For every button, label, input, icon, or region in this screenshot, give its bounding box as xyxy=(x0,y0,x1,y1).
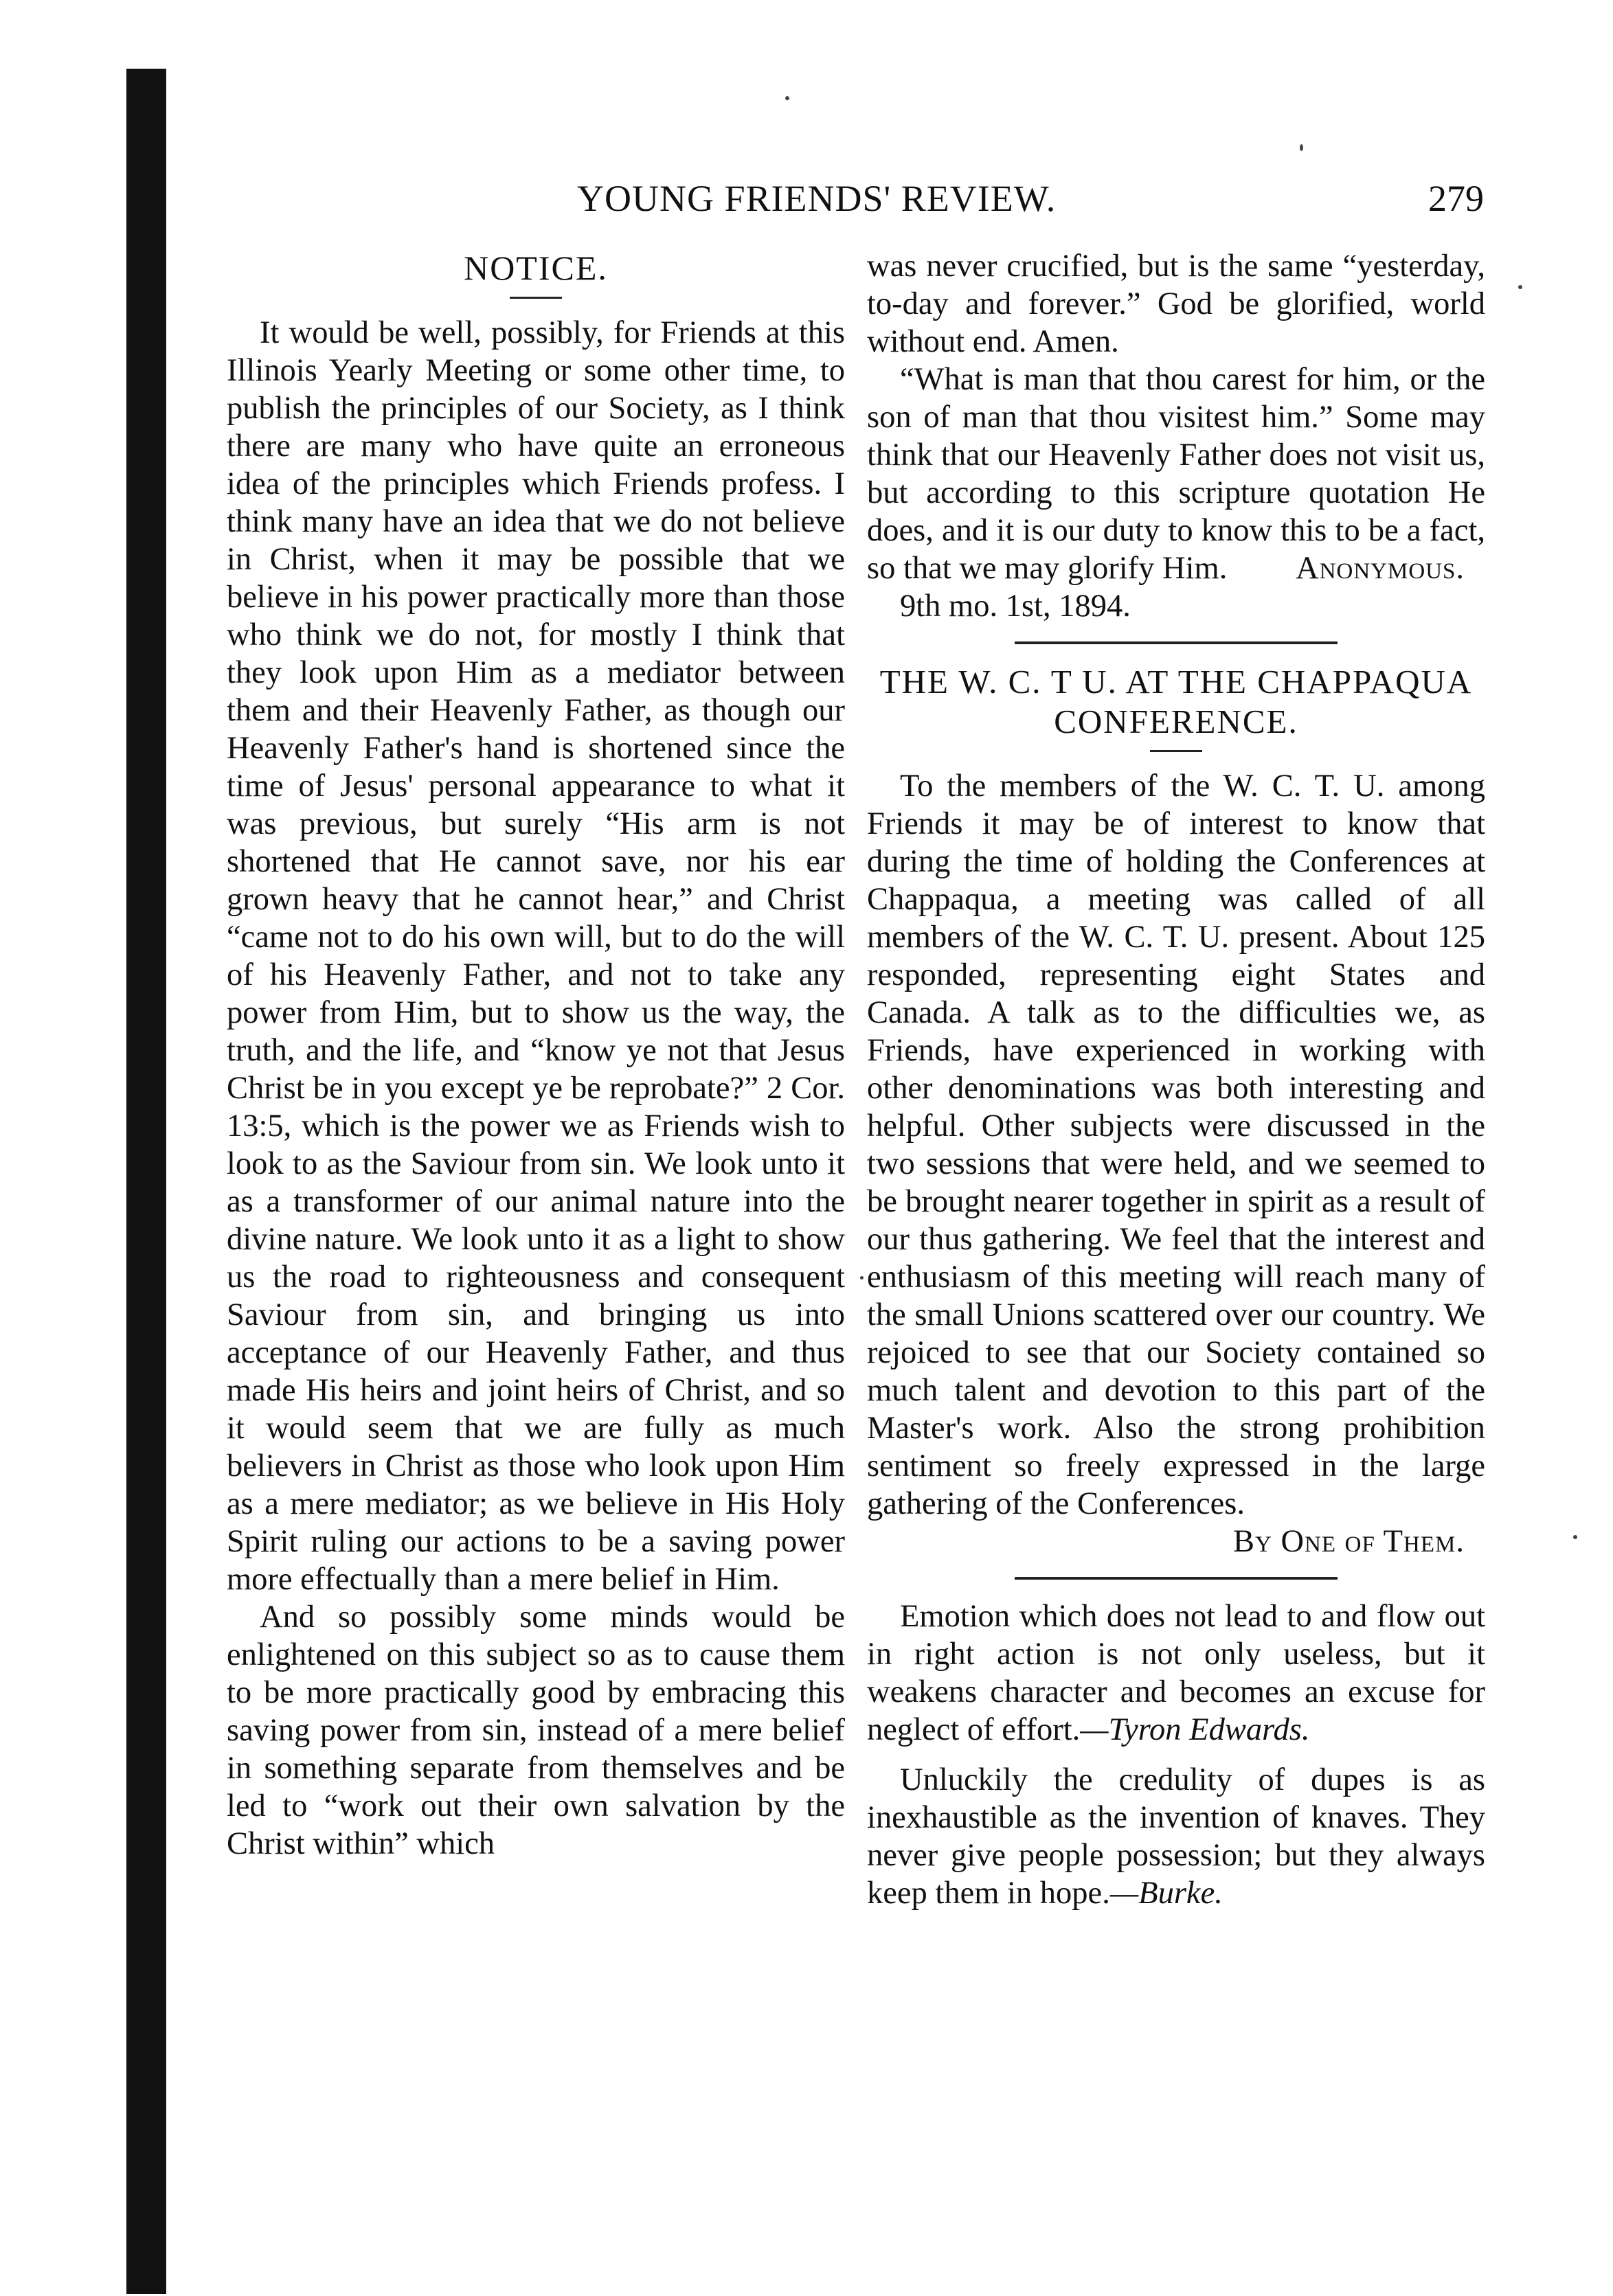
signature-anonymous: Anonymous. xyxy=(1296,551,1465,586)
quote-edwards-author: —Tyron Edwards. xyxy=(1080,1712,1310,1747)
quote-burke-text: Unluckily the credulity of dupes is as inexhaustible as the invention of knaves. They never give people possession; but they always keep them in hope. xyxy=(867,1762,1485,1911)
left-column xyxy=(227,247,845,1863)
binding-edge xyxy=(126,69,166,2294)
wctu-paragraph: To the members of the W. C. T. U. among Friends it may be of interest to know that during the time of holding the Conferences at Chappaqua, a meeting was called of all members of the W. C. T. U. present. About 125 responded, representing eight States and Canada. A talk as to the difficulties we, as Friends, have experienced in working with other denominations was both interesting and helpful. Other subjects were discussed in the two sessions that were held, and we seemed to be brought nearer together in spirit as a result of our thus gathering. We feel that the interest and enthusiasm of this meeting will reach many of the small Unions scattered over our country. We rejoiced to see that our Society contained so much talent and devotion to this part of the Master's work. Also the strong prohibition sentiment so freely expressed in the large gathering of the Conferences. xyxy=(867,769,1485,1521)
paper-speck xyxy=(1300,144,1303,151)
quote-edwards xyxy=(867,1598,1485,1749)
page-number: 279 xyxy=(1428,178,1484,219)
quote-paragraph-text: “What is man that thou carest for him, or the son of man that thou visitest him.” Some may think that our Heavenly Father does not visit us, but according to this scripture quotation He does, and it is our duty to know this to be a fact, so that we may glorify Him. xyxy=(867,362,1485,586)
paper-speck xyxy=(1573,1535,1577,1539)
wctu-heading: THE W. C. T U. AT THE CHAPPAQUA CONFERENCE. xyxy=(879,663,1473,740)
paper-speck xyxy=(785,96,789,100)
right-column xyxy=(867,247,1485,1912)
quote-edwards-text: Emotion which does not lead to and flow out in right action is not only useless, but it weakens character and becomes an excuse for neglect of effort. xyxy=(867,1599,1485,1747)
section-divider xyxy=(1015,1577,1338,1580)
heading-rule xyxy=(510,297,562,299)
quote-paragraph xyxy=(867,361,1485,587)
heading-rule xyxy=(1150,750,1202,752)
section-divider xyxy=(1015,641,1338,644)
signature-by-one-of-them: By One of Them. xyxy=(1233,1524,1465,1559)
quote-burke-author: —Burke. xyxy=(1109,1876,1223,1911)
dateline: 9th mo. 1st, 1894. xyxy=(900,589,1131,624)
journal-title: YOUNG FRIENDS' REVIEW. xyxy=(577,178,1057,219)
notice-paragraph-2: And so possibly some minds would be enlightened on this subject so as to cause them to be more practically good by embracing this saving power from sin, instead of a mere belief in something separate from themselves and be led to “work out their own salvation by the Christ within” which xyxy=(227,1600,845,1861)
running-head xyxy=(206,177,1484,232)
notice-heading: NOTICE. xyxy=(464,249,608,287)
quote-burke xyxy=(867,1761,1485,1912)
notice-continuation: was never crucified, but is the same “yesterday, to-day and forever.” God be glorified, world without end. Amen. xyxy=(867,249,1485,359)
notice-paragraph-1: It would be well, possibly, for Friends at this Illinois Yearly Meeting or some other time, to publish the principles of our Society, as I think there are many who have quite an erroneous idea of the principles which Friends profess. I think many have an idea that we do not believe in Christ, when it may be possible that we believe in his power practically more than those who think we do not, for mostly I think that they look upon Him as a mediator between them and their Heavenly Father, as though our Heavenly Father's hand is shortened since the time of Jesus' personal appearance to what it was previous, but surely “His arm is not shortened that He cannot save, nor his ear grown heavy that he cannot hear,” and Christ “came not to do his own will, but to do the will of his Heavenly Father, and not to take any power from Him, but to show us the way, the truth, and the life, and “know ye not that Jesus Christ be in you except ye be reprobate?” 2 Cor. 13:5, which is the power we as Friends wish to look to as the Saviour from sin. We look unto it as a transformer of our animal nature into the divine nature. We look unto it as a light to show us the road to righteousness and consequent Saviour from sin, and bringing us into acceptance of our Heavenly Father, and thus made His heirs and joint heirs of Christ, and so it would seem that we are fully as much believers in Christ as those who look upon Him as a mere mediator; as we believe in His Holy Spirit ruling our actions to be a saving power more effectually than a mere belief in Him. xyxy=(227,315,845,1597)
paper-speck xyxy=(860,1276,864,1280)
paper-speck xyxy=(1518,285,1522,289)
